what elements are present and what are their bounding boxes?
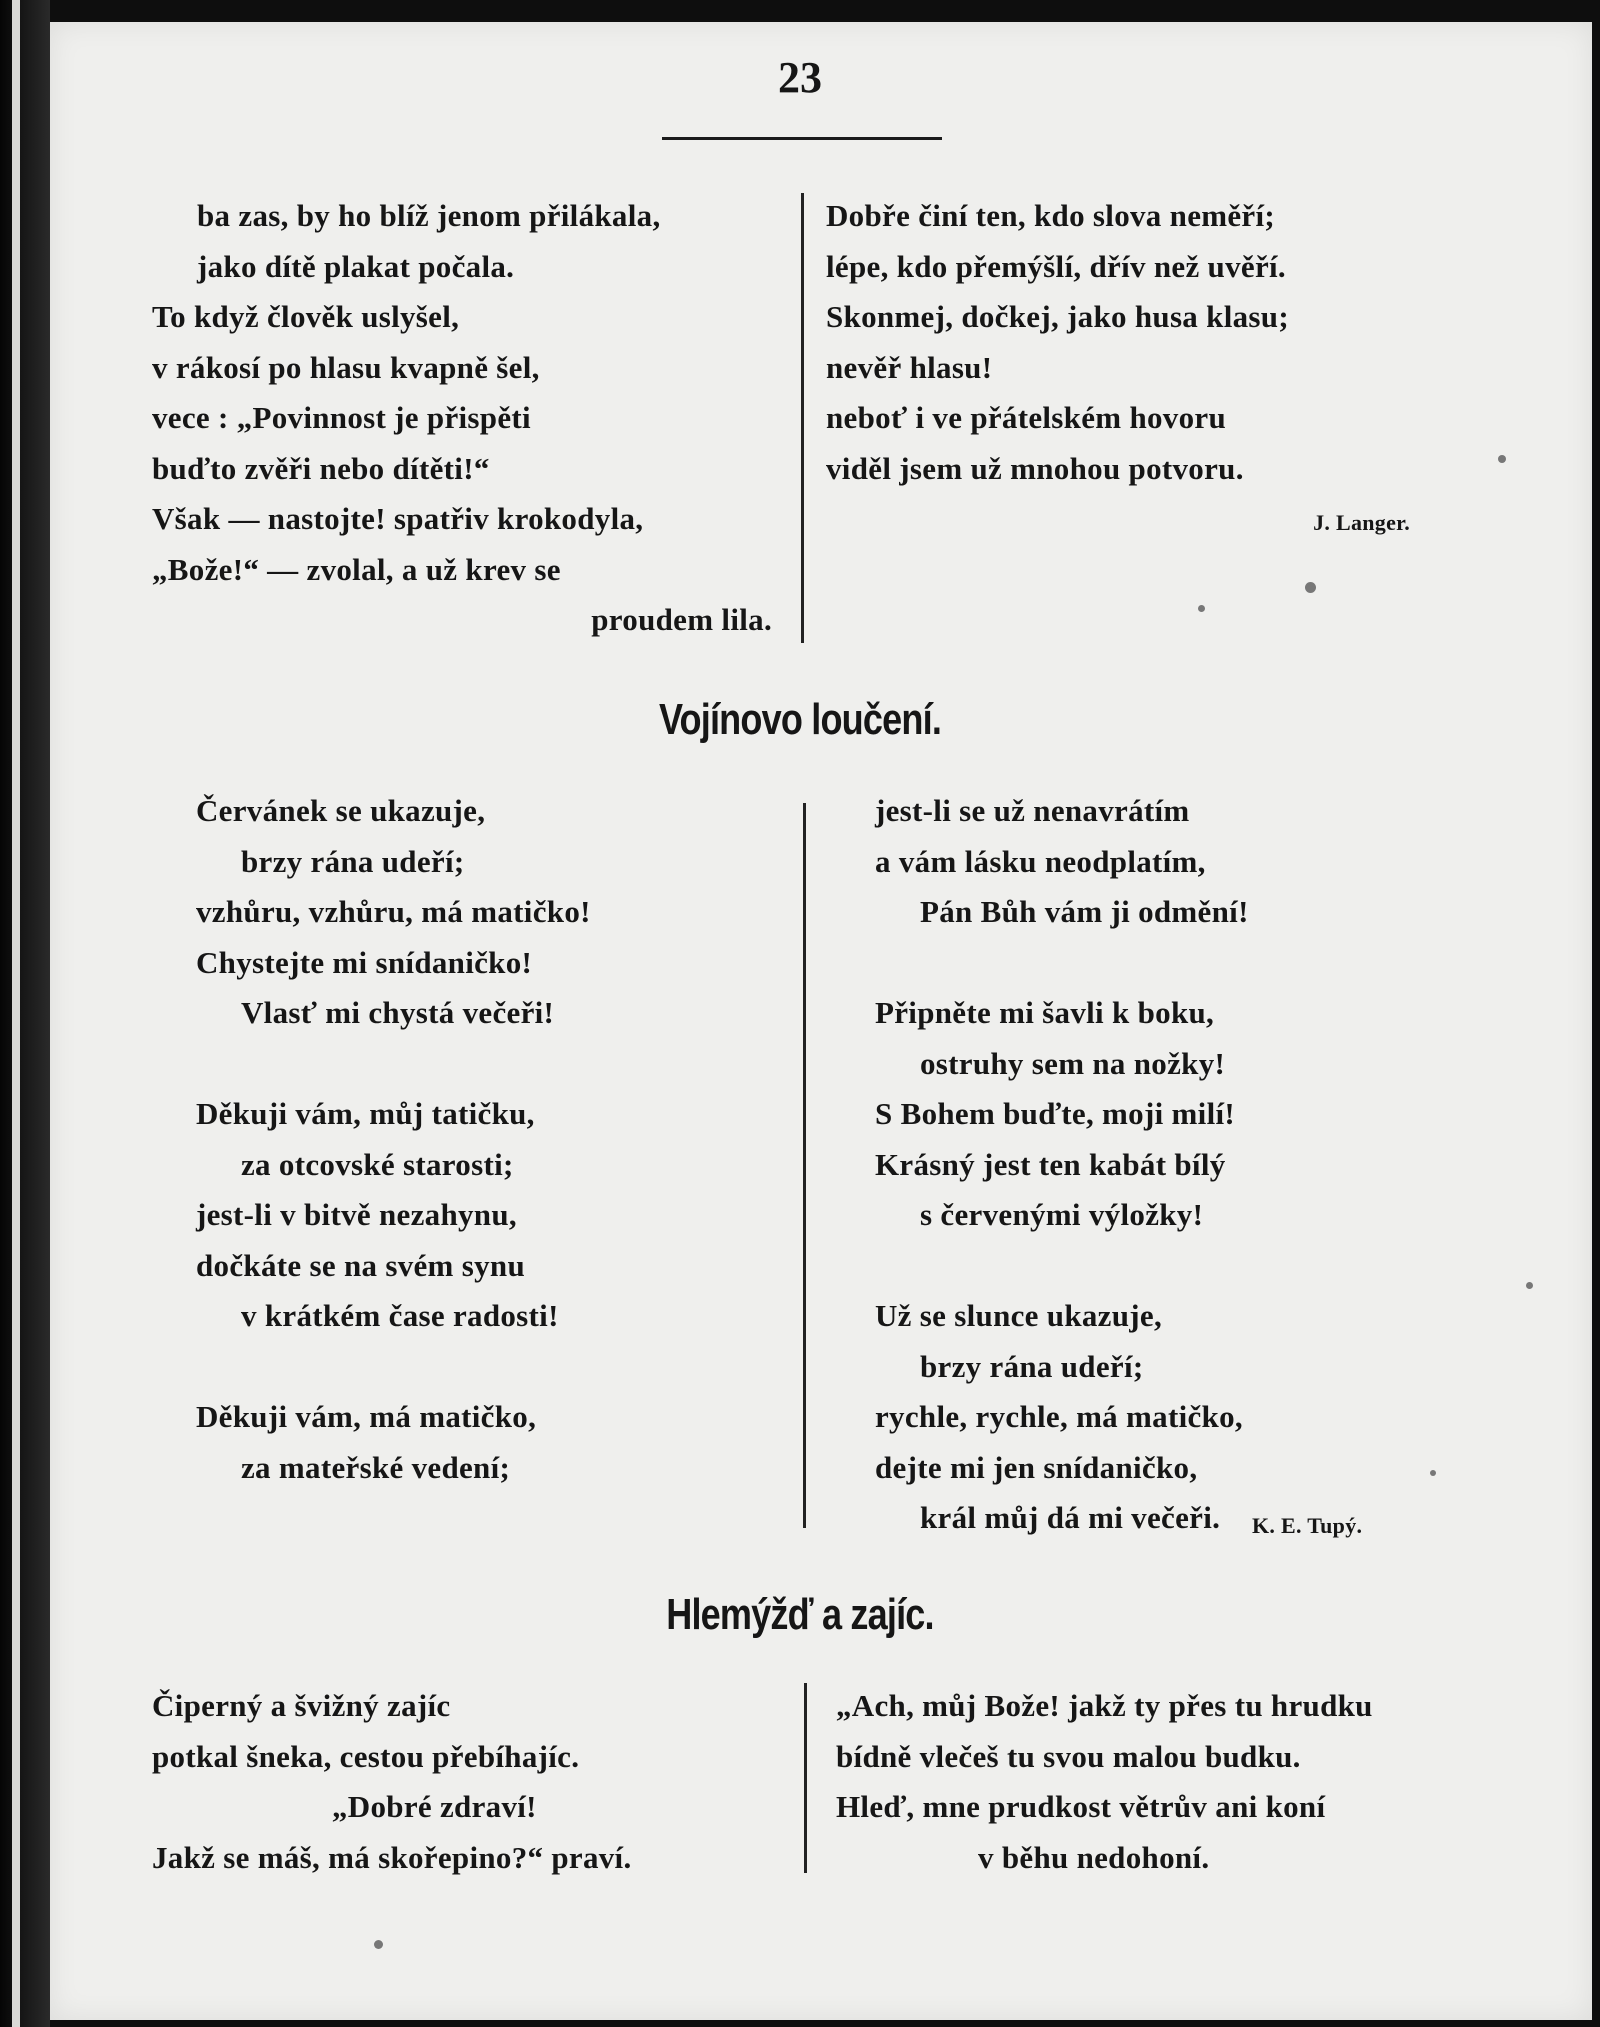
poem-line: Dobře činí ten, kdo slova neměří; [826,198,1276,233]
poem-title: Vojínovo loučení. [658,695,942,744]
poem-line: Už se slunce ukazuje, [875,1298,1163,1333]
poem-line: To když člověk uslyšel, [152,299,460,334]
poem-line: jako dítě plakat počala. [197,249,515,284]
poem-line: „Bože!“ — zvolal, a už krev se [152,552,561,587]
poem-line: Hleď, mne prudkost větrův ani koní [836,1789,1326,1824]
poem2-left-column [196,793,796,1493]
poem-line: bídně vlečeš tu svou malou budku. [836,1739,1301,1774]
print-speck [374,1940,383,1949]
poem-line: brzy rána udeří; [920,1349,1144,1384]
print-speck [1498,455,1506,463]
poem-line: lépe, kdo přemýšlí, dřív než uvěří. [826,249,1286,284]
poem-line: proudem lila. [591,602,772,637]
page-number-rule [662,137,942,140]
poem-line: Skonmej, dočkej, jako husa klasu; [826,299,1289,334]
poem-line: vzhůru, vzhůru, má matičko! [196,894,591,929]
poem-line: S Bohem buďte, moji milí! [875,1096,1236,1131]
poem-line: jest-li v bitvě nezahynu, [196,1197,517,1232]
poem-line: Pán Bůh vám ji odmění! [920,894,1249,929]
column-divider [801,193,804,643]
print-speck [1526,1282,1533,1289]
print-speck [1430,1470,1436,1476]
poem-line: Krásný jest ten kabát bílý [875,1147,1226,1182]
print-speck [1198,605,1205,612]
print-speck [1305,582,1316,593]
poem-line: dejte mi jen snídaničko, [875,1450,1198,1485]
poem-line: viděl jsem už mnohou potvoru. [826,451,1244,486]
poem-line: vece : „Povinnost je přispěti [152,400,531,435]
poem-line: Jakž se máš, má skořepino?“ praví. [152,1840,632,1875]
author-signature: K. E. Tupý. [1252,1513,1363,1538]
poem-line: Čiperný a švižný zajíc [152,1688,451,1723]
poem-line: Vlasť mi chystá večeři! [241,995,555,1030]
poem-line: Však — nastojte! spatřiv krokodyla, [152,501,644,536]
poem-line: nevěř hlasu! [826,350,993,385]
poem-line: neboť i ve přátelském hovoru [826,400,1226,435]
poem-line: Děkuji vám, můj tatičku, [196,1096,535,1131]
poem-line: dočkáte se na svém synu [196,1248,525,1283]
column-divider [803,803,806,1528]
poem-line: brzy rána udeří; [241,844,465,879]
poem-line: v běhu nedohoní. [978,1840,1210,1875]
poem3-left-column [152,1688,782,1898]
poem2-right-column [875,793,1435,1553]
previous-page-edge [12,0,20,2027]
poem3-right-column [836,1688,1456,1898]
poem-line: za mateřské vedení; [241,1450,511,1485]
poem-line: v krátkém čase radosti! [241,1298,559,1333]
poem-line: „Ach, můj Bože! jakž ty přes tu hrudku [836,1688,1373,1723]
poem-line: „Dobré zdraví! [332,1789,537,1824]
poem1-right-column [826,198,1446,558]
poem-line: za otcovské starosti; [241,1147,514,1182]
poem-line: rychle, rychle, má matičko, [875,1399,1243,1434]
poem-line: ostruhy sem na nožky! [920,1046,1226,1081]
poem-line: Červánek se ukazuje, [196,793,486,828]
poem-line: jest-li se už nenavrátím [875,793,1190,828]
poem-line: s červenými výložky! [920,1197,1204,1232]
poem-line: Děkuji vám, má matičko, [196,1399,537,1434]
poem-line: Chystejte mi snídaničko! [196,945,533,980]
page-number: 23 [778,53,822,102]
book-edge [0,0,50,2027]
poem-title: Hlemýžď a zajíc. [666,1590,934,1639]
poem-line: potkal šneka, cestou přebíhajíc. [152,1739,580,1774]
poem-line: v rákosí po hlasu kvapně šel, [152,350,540,385]
author-signature: J. Langer. [1313,510,1410,535]
poem-line: král můj dá mi večeři. [920,1500,1221,1535]
poem-line: buďto zvěři nebo dítěti!“ [152,451,490,486]
poem-line: ba zas, by ho blíž jenom přilákala, [197,198,661,233]
poem-line: a vám lásku neodplatím, [875,844,1206,879]
column-divider [804,1683,807,1873]
poem1-left-column [152,198,772,638]
poem-line: Připněte mi šavli k boku, [875,995,1215,1030]
